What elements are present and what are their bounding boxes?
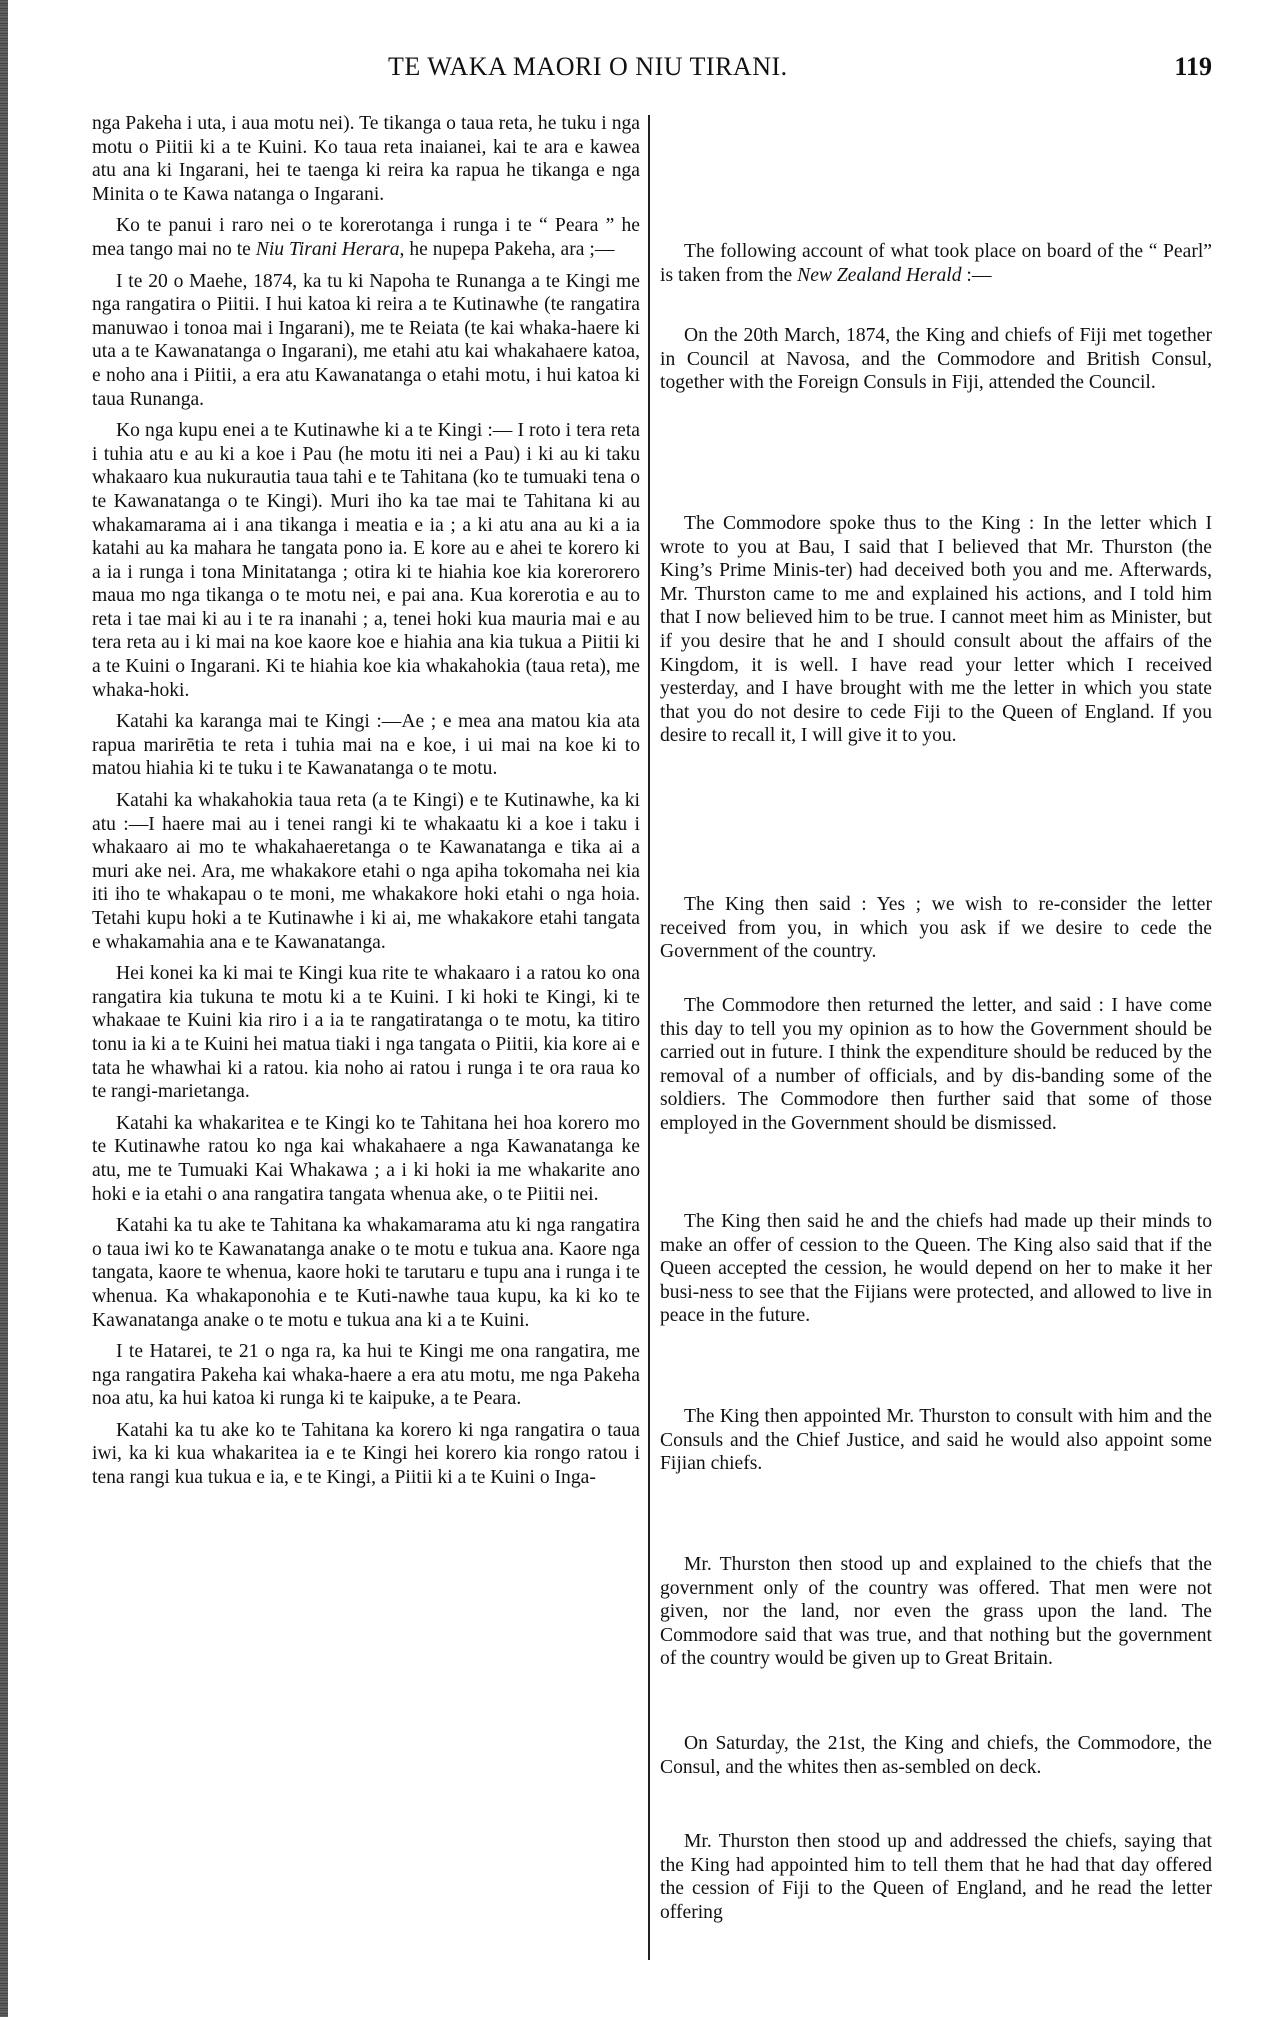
english-paragraph: On Saturday, the 21st, the King and chiefs, the Commodore, the Consul, and the whites then as-sembled on deck. xyxy=(660,1733,1212,1778)
maori-paragraph: Hei konei ka ki mai te Kingi kua rite te whakaaro i a ratou ko ona rangatira kia tukuna te motu ki a te Kuini. I ki hoki te Kingi, ki te whakaae te Kuini kia riro i a ia te rangatiratanga o te motu, ka titiro tonu ia ki a te Kuini hei matua tiaki i nga tangata o Piitii, kia kore ai e tata he whawhai ki a ratou. kia noho ai ratou i runga i te ora raua ko te rangi-marietanga. xyxy=(92,963,640,1103)
maori-paragraph-intro xyxy=(92,214,640,261)
maori-paragraph: Katahi ka whakaritea e te Kingi ko te Tahitana hei hoa korero mo te Kutinawhe ratou ko nga kai whakahaere a nga Kawanatanga ke atu, me te Tumuaki Kai Whakawa ; a i ki hoki ia me whakarite ano hoki e ia etahi o ana rangatira tangata whenua ake, o te Piitii nei. xyxy=(92,1112,640,1205)
english-column xyxy=(660,0,1212,2017)
english-paragraph: Mr. Thurston then stood up and explained to the chiefs that the government only of the country was offered. That men were not given, nor the land, nor even the grass upon the land. The Commodore said that was true, and that nothing but the government of the country would be given up to Great Britain. xyxy=(660,1554,1212,1670)
running-title: TE WAKA MAORI O NIU TIRANI. xyxy=(388,52,788,81)
english-paragraph: Mr. Thurston then stood up and addressed the chiefs, saying that the King had appointed him to tell them that he had that day offered the cession of Fiji to the Queen of England, and he read the letter offering xyxy=(660,1831,1212,1923)
english-paragraph: The King then appointed Mr. Thurston to consult with him and the Consuls and the Chief Justice, and said he would also appoint some Fijian chiefs. xyxy=(660,1406,1212,1475)
english-paragraph: The King then said : Yes ; we wish to re-consider the letter received from you, in which you ask if we desire to cede the Government of the country. xyxy=(660,894,1212,963)
maori-paragraph: Ko nga kupu enei a te Kutinawhe ki a te Kingi :— I roto i tera reta i tuhia atu e au ki a koe i Pau (he motu iti nei a Pau) i ki au ki taku whakaaro kua nukurautia taua tahi e te Tahitana (ko te tumuaki tena o te Kawanatanga o te Kingi). Muri iho ka tae mai te Tahitana ki au whakamarama ai i ana tikanga i meatia e ia ; a ki atu ana au ki a ia katahi au ka mahara he tangata pono ia. E kore au e ahei te korero ki a ia i runga i tona Minitatanga ; otira ki te hiahia koe kia korerorero maua mo nga tikanga o te motu nei, e pai ana. Kua korerotia e au to reta i tae mai ki au i te ra inanahi ; a, tenei hoki kua mauria mai e au tera reta au i ki mai na koe kaore koe e hiahia ana kia tukua a Piitii ki a te Kuini o Ingarani. Ki te hiahia koe kia whakahokia (taua reta), me whaka-hoki. xyxy=(92,420,640,701)
column-divider xyxy=(648,115,650,1960)
maori-paragraph: Katahi ka whakahokia taua reta (a te Kingi) e te Kutinawhe, ka ki atu :—I haere mai au i tenei rangi ki te whakaatu ki a koe i taku i whakaaro ai mo te whakahaeretanga o te Kawanatanga e tika ai a muri ake nei. Ara, me whakakore etahi o nga apiha tokomaha nei kia iti iho te whakapau o te moni, me whakakore hoki etahi o nga hoia. Tetahi kupu hoki a te Kutinawhe i ki ai, me whakakore etahi tangata e whakamahia ana e te Kawanatanga. xyxy=(92,790,640,953)
text-span: :— xyxy=(961,264,992,286)
maori-paragraph: I te 20 o Maehe, 1874, ka tu ki Napoha te Runanga a te Kingi me nga rangatira o Piitii. I hui katoa ki reira a te Kutinawhe (te rangatira manuwao i tonoa mai i Ingarani), me te Reiata (te kai whaka-haere ki uta a te Kawanatanga o Ingarani), me etahi atu kai whakahaere katoa, e noho ana i Piitii, a era atu Kawanatanga o etahi motu, i hui katoa ki taua Runanga. xyxy=(92,270,640,410)
scan-binding-edge xyxy=(0,0,8,2017)
text-span: The following account of what took place on board of the “ Pearl” is taken from the xyxy=(660,241,1212,286)
maori-paragraph: I te Hatarei, te 21 o nga ra, ka hui te Kingi me ona rangatira, me nga rangatira Pakeha kai whaka-haere a era atu motu, me nga Pakeha noa atu, ka hui katoa ki runga ki te kaipuke, a te Peara. xyxy=(92,1341,640,1410)
maori-column xyxy=(92,112,640,1490)
maori-paragraph: Katahi ka tu ake te Tahitana ka whakamarama atu ki nga rangatira o taua iwi ko te Kawanatanga anake o te motu e tukua ana. Kaore nga tangata, kaore te whenua, kaore hoki te tarutaru e tupu ana i runga i te whenua. Ka whakaponohia e te Kuti-nawhe taua kupu, ka ki ko te Kawanatanga anake o te motu e tukua ana ki a te Kuini. xyxy=(92,1215,640,1331)
english-paragraph: On the 20th March, 1874, the King and chiefs of Fiji met together in Council at Navosa, and the Commodore and British Consul, together with the Foreign Consuls in Fiji, attended the Council. xyxy=(660,325,1212,394)
maori-paragraph: Katahi ka karanga mai te Kingi :—Ae ; e mea ana matou kia ata rapua marirētia te reta i tuhia mai na e koe, i ui mai na koe ki to matou hiahia ki te tuku i te Kawanatanga o te motu. xyxy=(92,711,640,780)
text-span: Ko te panui i raro nei o te korerotanga i runga i te “ Peara ” he mea tango mai no te xyxy=(92,215,640,260)
english-paragraph: The Commodore then returned the letter, and said : I have come this day to tell you my opinion as to how the Government should be carried out in future. I think the expenditure should be reduced by the removal of a number of officials, and by dis-banding some of the soldiers. The Commodore then further said that some of those employed in the Government should be dismissed. xyxy=(660,995,1212,1134)
newspaper-title: New Zealand Herald xyxy=(797,264,962,286)
english-paragraph-intro xyxy=(660,240,1212,287)
english-paragraph: The King then said he and the chiefs had made up their minds to make an offer of cession to the Queen. The King also said that if the Queen accepted the cession, he would depend on her to make it her busi-ness to see that the Fijians were protected, and allowed to live in peace in the future. xyxy=(660,1211,1212,1327)
page-number: 119 xyxy=(1174,52,1212,81)
maori-paragraph: nga Pakeha i uta, i aua motu nei). Te tikanga o taua reta, he tuku i nga motu o Piitii ki a te Kuini. Ko taua reta inaianei, kai te ara e kawea atu ana ki Ingarani, hei te taenga ki reira ka rapua he tikanga e nga Minita o te Kawa natanga o Ingarani. xyxy=(92,113,640,205)
maori-paragraph: Katahi ka tu ake ko te Tahitana ka korero ki nga rangatira o taua iwi, ka ki kua whakaritea ia e te Kingi hei korero kia rongo ratou i tena rangi kua tukua e ia, e te Kingi, a Piitii ki a te Kuini o Inga- xyxy=(92,1419,640,1489)
english-paragraph: The Commodore spoke thus to the King : In the letter which I wrote to you at Bau, I said that I believed that Mr. Thurston (the King’s Prime Minis-ter) had deceived both you and me. Afterwards, Mr. Thurston came to me and explained his actions, and I told him that I now believed him to be true. I cannot meet him as Minister, but if you desire that he and I should consult about the affairs of the Kingdom, it is well. I have read your letter which I received yesterday, and I have brought with me the letter in which you state that you do not desire to cede Fiji to the Queen of England. If you desire to recall it, I will give it to you. xyxy=(660,513,1212,747)
newspaper-title: Niu Tirani Herara xyxy=(255,238,400,260)
text-span: , he nupepa Pakeha, ara ;— xyxy=(399,238,615,260)
